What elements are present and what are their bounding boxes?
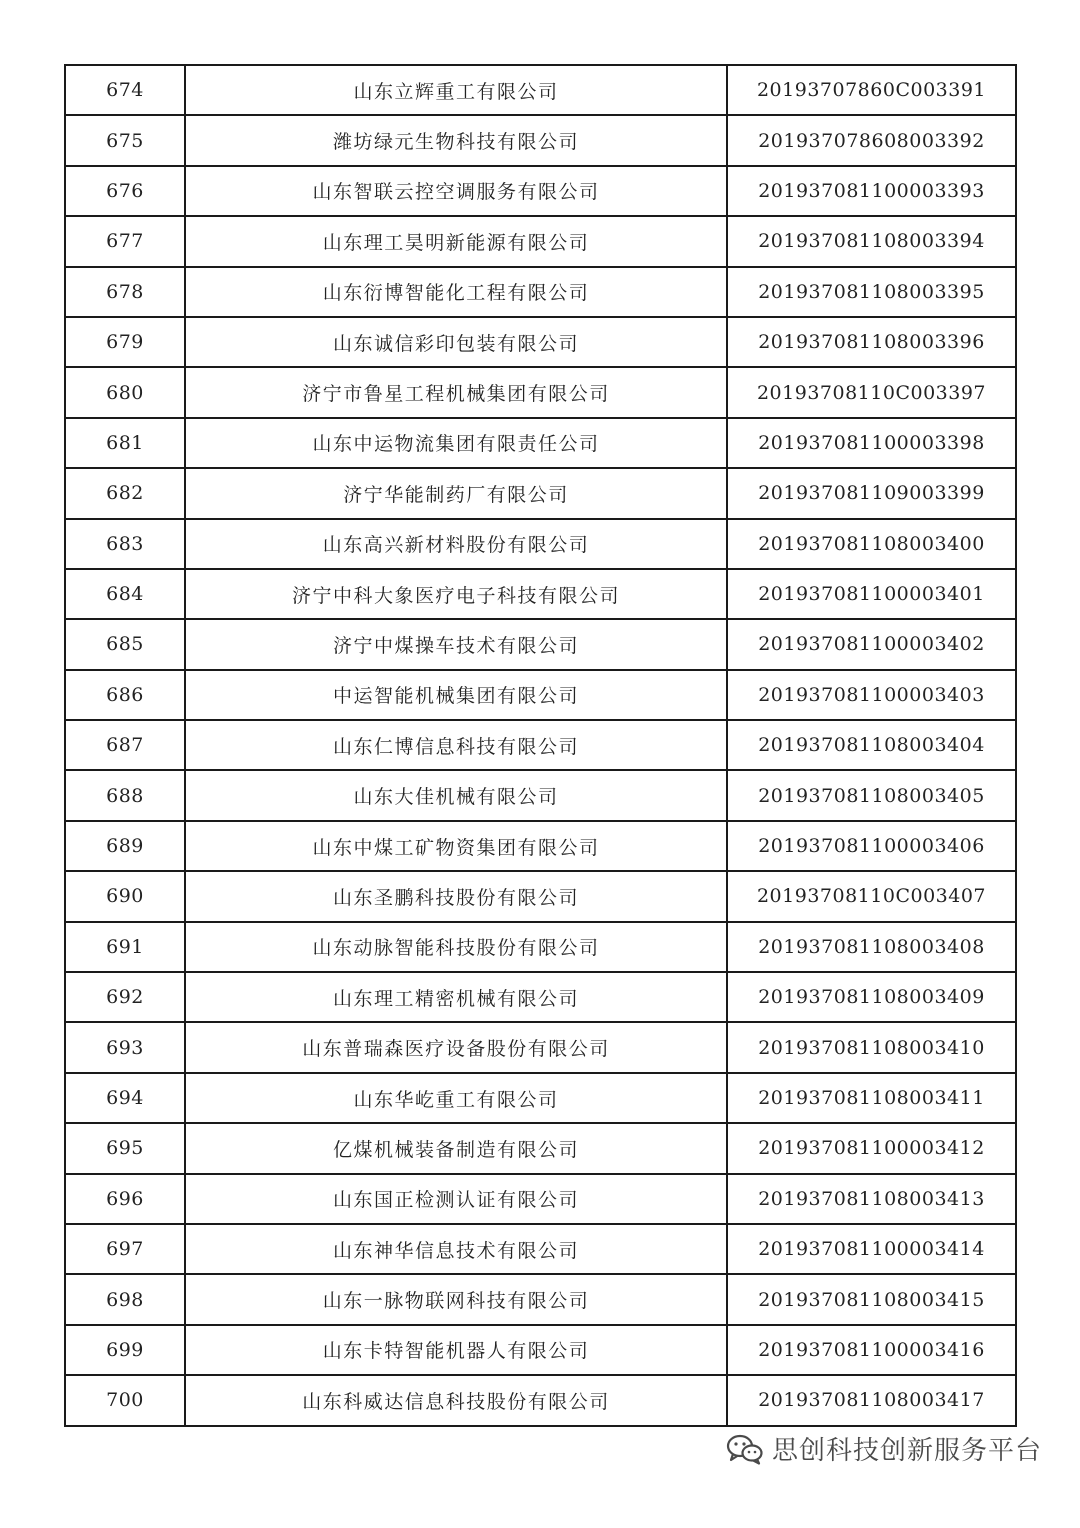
table-row bbox=[65, 1073, 1016, 1123]
watermark bbox=[726, 1430, 1042, 1467]
registration-code: 201937081108003415 bbox=[727, 1274, 1016, 1324]
table-row bbox=[65, 1174, 1016, 1224]
company-name: 潍坊绿元生物科技有限公司 bbox=[185, 115, 727, 165]
row-index: 680 bbox=[65, 367, 185, 417]
row-index: 699 bbox=[65, 1325, 185, 1375]
row-index: 679 bbox=[65, 317, 185, 367]
company-name: 济宁市鲁星工程机械集团有限公司 bbox=[185, 367, 727, 417]
company-name: 中运智能机械集团有限公司 bbox=[185, 670, 727, 720]
row-index: 682 bbox=[65, 468, 185, 518]
table-row bbox=[65, 317, 1016, 367]
row-index: 696 bbox=[65, 1174, 185, 1224]
registration-code: 201937081100003406 bbox=[727, 821, 1016, 871]
table-row bbox=[65, 1274, 1016, 1324]
company-name: 山东圣鹏科技股份有限公司 bbox=[185, 871, 727, 921]
row-index: 683 bbox=[65, 519, 185, 569]
table-row bbox=[65, 871, 1016, 921]
row-index: 692 bbox=[65, 972, 185, 1022]
row-index: 674 bbox=[65, 65, 185, 115]
registration-code: 201937081108003405 bbox=[727, 770, 1016, 820]
registration-code: 201937081100003412 bbox=[727, 1123, 1016, 1173]
registration-code: 20193707860C003391 bbox=[727, 65, 1016, 115]
registration-code: 20193708110C003397 bbox=[727, 367, 1016, 417]
company-name: 山东动脉智能科技股份有限公司 bbox=[185, 922, 727, 972]
row-index: 685 bbox=[65, 619, 185, 669]
table-row bbox=[65, 367, 1016, 417]
company-name: 山东神华信息技术有限公司 bbox=[185, 1224, 727, 1274]
row-index: 686 bbox=[65, 670, 185, 720]
company-name: 山东中运物流集团有限责任公司 bbox=[185, 418, 727, 468]
registration-code: 201937081100003403 bbox=[727, 670, 1016, 720]
company-name: 山东立辉重工有限公司 bbox=[185, 65, 727, 115]
row-index: 684 bbox=[65, 569, 185, 619]
row-index: 676 bbox=[65, 166, 185, 216]
row-index: 681 bbox=[65, 418, 185, 468]
row-index: 695 bbox=[65, 1123, 185, 1173]
registration-code: 201937081108003408 bbox=[727, 922, 1016, 972]
company-name: 山东大佳机械有限公司 bbox=[185, 770, 727, 820]
row-index: 690 bbox=[65, 871, 185, 921]
registration-code: 201937081108003396 bbox=[727, 317, 1016, 367]
company-name: 亿煤机械装备制造有限公司 bbox=[185, 1123, 727, 1173]
table-row bbox=[65, 267, 1016, 317]
company-name: 山东华屹重工有限公司 bbox=[185, 1073, 727, 1123]
company-name: 山东普瑞森医疗设备股份有限公司 bbox=[185, 1022, 727, 1072]
row-index: 697 bbox=[65, 1224, 185, 1274]
registration-code: 201937081108003417 bbox=[727, 1375, 1016, 1425]
table-row bbox=[65, 821, 1016, 871]
wechat-icon bbox=[726, 1433, 764, 1465]
company-name: 山东一脉物联网科技有限公司 bbox=[185, 1274, 727, 1324]
table-row bbox=[65, 670, 1016, 720]
registration-code: 201937081109003399 bbox=[727, 468, 1016, 518]
table-row bbox=[65, 770, 1016, 820]
registration-code: 201937081100003402 bbox=[727, 619, 1016, 669]
registration-code: 20193708110C003407 bbox=[727, 871, 1016, 921]
table-row bbox=[65, 65, 1016, 115]
row-index: 689 bbox=[65, 821, 185, 871]
registration-code: 201937078608003392 bbox=[727, 115, 1016, 165]
row-index: 678 bbox=[65, 267, 185, 317]
company-name: 山东理工精密机械有限公司 bbox=[185, 972, 727, 1022]
table-row bbox=[65, 115, 1016, 165]
registration-code: 201937081108003400 bbox=[727, 519, 1016, 569]
table-row bbox=[65, 1123, 1016, 1173]
company-name: 山东理工昊明新能源有限公司 bbox=[185, 216, 727, 266]
row-index: 691 bbox=[65, 922, 185, 972]
registration-code: 201937081108003410 bbox=[727, 1022, 1016, 1072]
company-name: 山东智联云控空调服务有限公司 bbox=[185, 166, 727, 216]
table-row bbox=[65, 1022, 1016, 1072]
table-row bbox=[65, 1375, 1016, 1425]
company-name: 山东科威达信息科技股份有限公司 bbox=[185, 1375, 727, 1425]
company-name: 山东中煤工矿物资集团有限公司 bbox=[185, 821, 727, 871]
table-row bbox=[65, 1224, 1016, 1274]
table-row bbox=[65, 216, 1016, 266]
table-row bbox=[65, 166, 1016, 216]
row-index: 687 bbox=[65, 720, 185, 770]
row-index: 688 bbox=[65, 770, 185, 820]
row-index: 677 bbox=[65, 216, 185, 266]
registration-code: 201937081100003398 bbox=[727, 418, 1016, 468]
company-list-table bbox=[64, 64, 1017, 1427]
registration-code: 201937081108003409 bbox=[727, 972, 1016, 1022]
row-index: 694 bbox=[65, 1073, 185, 1123]
registration-code: 201937081108003394 bbox=[727, 216, 1016, 266]
company-name: 山东衍博智能化工程有限公司 bbox=[185, 267, 727, 317]
table-body bbox=[65, 65, 1016, 1426]
company-name: 济宁中科大象医疗电子科技有限公司 bbox=[185, 569, 727, 619]
registration-code: 201937081100003393 bbox=[727, 166, 1016, 216]
company-name: 山东卡特智能机器人有限公司 bbox=[185, 1325, 727, 1375]
company-name: 山东仁博信息科技有限公司 bbox=[185, 720, 727, 770]
company-name: 山东国正检测认证有限公司 bbox=[185, 1174, 727, 1224]
table-row bbox=[65, 1325, 1016, 1375]
registration-code: 201937081100003401 bbox=[727, 569, 1016, 619]
watermark-text: 思创科技创新服务平台 bbox=[771, 1436, 1042, 1466]
registration-code: 201937081100003416 bbox=[727, 1325, 1016, 1375]
table-row bbox=[65, 519, 1016, 569]
registration-code: 201937081108003411 bbox=[727, 1073, 1016, 1123]
registration-code: 201937081100003414 bbox=[727, 1224, 1016, 1274]
row-index: 698 bbox=[65, 1274, 185, 1324]
table-row bbox=[65, 619, 1016, 669]
row-index: 693 bbox=[65, 1022, 185, 1072]
registration-code: 201937081108003404 bbox=[727, 720, 1016, 770]
row-index: 700 bbox=[65, 1375, 185, 1425]
registration-code: 201937081108003413 bbox=[727, 1174, 1016, 1224]
company-name: 济宁华能制药厂有限公司 bbox=[185, 468, 727, 518]
company-name: 济宁中煤操车技术有限公司 bbox=[185, 619, 727, 669]
company-name: 山东诚信彩印包装有限公司 bbox=[185, 317, 727, 367]
table-row bbox=[65, 569, 1016, 619]
registration-code: 201937081108003395 bbox=[727, 267, 1016, 317]
company-name: 山东高兴新材料股份有限公司 bbox=[185, 519, 727, 569]
table-row bbox=[65, 720, 1016, 770]
table-row bbox=[65, 922, 1016, 972]
table-row bbox=[65, 418, 1016, 468]
table-row bbox=[65, 972, 1016, 1022]
row-index: 675 bbox=[65, 115, 185, 165]
table-row bbox=[65, 468, 1016, 518]
